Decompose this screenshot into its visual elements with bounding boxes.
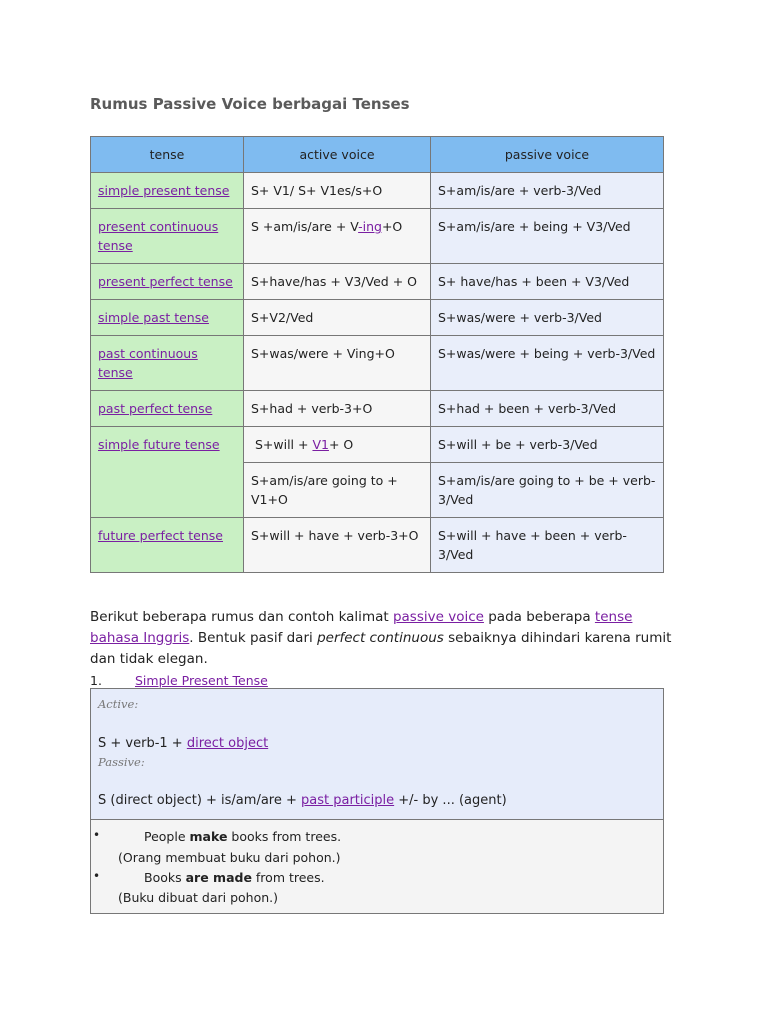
- paragraph-text: . Bentuk pasif dari: [189, 630, 318, 646]
- passive-voice-link[interactable]: passive voice: [392, 609, 484, 625]
- passive-formula: [98, 793, 507, 808]
- example-translation: (Orang membuat buku dari pohon.): [118, 850, 341, 865]
- paragraph-text: sebaiknya dihindari karena rumit dan tidak elegan.: [90, 630, 672, 667]
- header-tense: tense: [91, 137, 244, 173]
- table-row: [91, 264, 664, 300]
- active-cell: S+was/were + Ving+O: [244, 336, 431, 391]
- passive-cell: S+am/is/are + verb-3/Ved: [431, 173, 664, 209]
- header-passive-voice: passive voice: [431, 137, 664, 173]
- active-cell: S+have/has + V3/Ved + O: [244, 264, 431, 300]
- formula-text: S (direct object) + is/am/are +: [98, 793, 301, 808]
- tense-link-simple-future[interactable]: simple future tense: [98, 437, 220, 452]
- v1-link[interactable]: V1: [312, 437, 329, 452]
- tense-bahasa-inggris-link[interactable]: tense bahasa Inggris: [90, 609, 633, 646]
- section-heading: [90, 672, 268, 689]
- formula-box: [90, 688, 664, 820]
- active-text: +O: [381, 219, 403, 234]
- active-cell: S+will + have + verb-3+O: [244, 518, 431, 573]
- direct-object-link[interactable]: direct object: [186, 736, 269, 751]
- formula-text: S + verb-1 +: [98, 736, 187, 751]
- active-text: S+will +: [251, 437, 313, 452]
- ing-link[interactable]: -ing: [358, 219, 382, 234]
- passive-cell: S+am/is/are going to + be + verb-3/Ved: [431, 463, 664, 518]
- passive-cell: S+ have/has + been + V3/Ved: [431, 264, 664, 300]
- table-row: [91, 518, 664, 573]
- tense-link-past-perfect[interactable]: past perfect tense: [98, 401, 213, 416]
- page-title: Rumus Passive Voice berbagai Tenses: [90, 95, 410, 113]
- active-cell: S+ V1/ S+ V1es/s+O: [244, 173, 431, 209]
- active-text: S +am/is/are + V: [251, 219, 359, 234]
- passive-cell: S+was/were + being + verb-3/Ved: [431, 336, 664, 391]
- passive-cell: S+will + be + verb-3/Ved: [431, 427, 664, 463]
- example-translation: (Buku dibuat dari pohon.): [118, 890, 279, 905]
- tense-table: [90, 136, 664, 573]
- tense-link-simple-past[interactable]: simple past tense: [98, 310, 209, 325]
- paragraph-text: Berikut beberapa rumus dan contoh kalimat: [90, 609, 393, 625]
- passive-cell: S+am/is/are + being + V3/Ved: [431, 209, 664, 264]
- paragraph-text: pada beberapa: [483, 609, 595, 625]
- example-sentence: [144, 827, 341, 847]
- tense-link-simple-present[interactable]: simple present tense: [98, 183, 230, 198]
- example-sentence: [144, 868, 325, 888]
- active-formula: [98, 736, 268, 751]
- table-row: [91, 173, 664, 209]
- passive-cell: S+had + been + verb-3/Ved: [431, 391, 664, 427]
- tense-link-future-perfect[interactable]: future perfect tense: [98, 528, 223, 543]
- table-header-row: [91, 137, 664, 173]
- formula-text: +/- by ... (agent): [394, 793, 507, 808]
- section-number: 1.: [90, 673, 102, 688]
- active-cell: S+am/is/are going to + V1+O: [244, 463, 431, 518]
- tense-link-present-perfect[interactable]: present perfect tense: [98, 274, 233, 289]
- paragraph-italic: perfect continuous: [317, 630, 444, 646]
- example-text: books from trees.: [227, 829, 342, 844]
- active-cell: S+V2/Ved: [244, 300, 431, 336]
- past-participle-link[interactable]: past participle: [301, 793, 395, 808]
- bullet-icon: •: [93, 828, 101, 842]
- tense-link-past-continuous[interactable]: past continuous tense: [98, 346, 198, 380]
- example-verb: make: [189, 829, 228, 844]
- bullet-icon: •: [93, 869, 101, 883]
- table-row: [91, 300, 664, 336]
- passive-cell: S+was/were + verb-3/Ved: [431, 300, 664, 336]
- intro-paragraph: [90, 607, 680, 670]
- table-row: [91, 427, 664, 463]
- table-row: [91, 391, 664, 427]
- passive-cell: S+will + have + been + verb-3/Ved: [431, 518, 664, 573]
- passive-label: Passive:: [98, 755, 145, 769]
- example-text: People: [144, 829, 190, 844]
- tense-link-present-continuous[interactable]: present continuous tense: [98, 219, 219, 253]
- header-active-voice: active voice: [244, 137, 431, 173]
- table-row: [91, 336, 664, 391]
- example-text: Books: [144, 870, 186, 885]
- active-text: + O: [328, 437, 354, 452]
- examples-box: [90, 819, 664, 914]
- example-verb: are made: [185, 870, 252, 885]
- table-row: [91, 209, 664, 264]
- active-cell: [244, 209, 431, 264]
- simple-present-tense-link[interactable]: Simple Present Tense: [135, 673, 268, 688]
- active-label: Active:: [98, 697, 139, 711]
- active-cell: [244, 427, 431, 463]
- active-cell: S+had + verb-3+O: [244, 391, 431, 427]
- example-text: from trees.: [251, 870, 325, 885]
